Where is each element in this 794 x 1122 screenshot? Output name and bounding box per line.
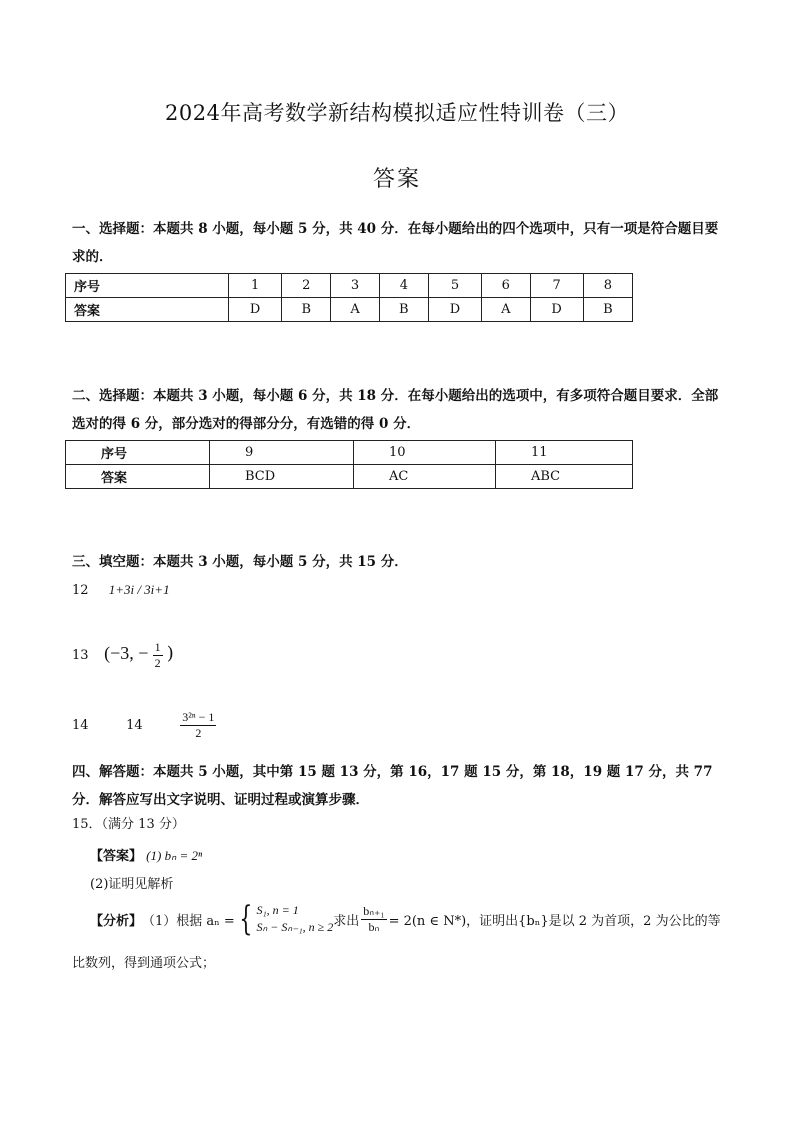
question-number: 2	[282, 274, 331, 298]
q14-frac-numerator: 3²ⁿ − 1	[182, 710, 215, 724]
row-label-answer: 答案	[66, 465, 210, 489]
q13-open: (−3, −	[104, 643, 149, 663]
analysis-tag: 【分析】	[90, 913, 143, 929]
answer-cell: BCD	[210, 465, 354, 489]
q13-fraction	[153, 640, 163, 671]
q15-answer-1: (1) bₙ = 2ⁿ	[146, 848, 203, 863]
question-number: 5	[428, 274, 481, 298]
answer-cell: A	[331, 298, 379, 322]
answer-tag: 【答案】	[90, 849, 143, 864]
answer-cell: B	[583, 298, 632, 322]
question-number: 8	[583, 274, 632, 298]
analysis-text-pre: （1）根据 aₙ =	[142, 913, 235, 929]
section4-heading: 四、解答题：本题共 5 小题，其中第 15 题 13 分，第 16，17 题 15 分，第 18，19 题 17 分，共 77 分．解答应写出文字说明、证明过程或演算步骤．	[72, 764, 713, 808]
q15-header: 15．（满分 13 分）	[72, 817, 185, 832]
piecewise-cases	[256, 902, 333, 936]
section3-heading: 三、填空题：本题共 3 小题，每小题 5 分，共 15 分．	[72, 554, 408, 570]
analysis-text-mid: 求出	[333, 913, 360, 929]
q15-analysis-line	[90, 899, 721, 939]
answer-cell: ABC	[496, 465, 633, 489]
analysis-text-eq: = 2(n ∈ N*)，证明出{bₙ}是以 2 为首项，2 为公比的等	[388, 913, 721, 929]
answer-cell: B	[282, 298, 331, 322]
q13-number: 13	[72, 648, 89, 663]
answer-cell: D	[530, 298, 583, 322]
section1-heading: 一、选择题：本题共 8 小题，每小题 5 分，共 40 分．在每小题给出的四个选项中，只有一项是符合题目要求的．	[72, 221, 719, 265]
question-number: 6	[482, 274, 530, 298]
row-label-number: 序号	[66, 274, 229, 298]
q12-number: 12	[72, 583, 89, 598]
question-number: 7	[530, 274, 583, 298]
question-number: 1	[229, 274, 282, 298]
answer-cell: D	[229, 298, 282, 322]
q14-fraction	[180, 710, 216, 741]
q15-answer-2: (2)证明见解析	[90, 877, 174, 892]
table-row	[66, 465, 633, 489]
row-label-answer: 答案	[66, 298, 229, 322]
q14-line	[72, 710, 216, 741]
answer-cell: AC	[354, 465, 496, 489]
table-row	[66, 274, 633, 298]
case-1: S₁, n = 1	[256, 903, 299, 917]
table-row	[66, 441, 633, 465]
question-number: 11	[496, 441, 633, 465]
q13-frac-numerator: 1	[154, 640, 161, 654]
q14-frac-denominator: 2	[195, 726, 202, 740]
document-title: 2024年高考数学新结构模拟适应性特训卷（三）	[165, 101, 629, 125]
q13-frac-denominator: 2	[154, 656, 161, 670]
question-number: 10	[354, 441, 496, 465]
row-label-number: 序号	[66, 441, 210, 465]
answer-cell: D	[428, 298, 481, 322]
q12-answer: 1+3i / 3i+1	[108, 582, 170, 597]
ratio-numerator: bₙ₊₁	[363, 903, 385, 918]
q13-close: )	[166, 643, 174, 664]
q14-answer-1: 14	[126, 718, 143, 733]
section2-heading: 二、选择题：本题共 3 小题，每小题 6 分，共 18 分．在每小题给出的选项中，有多项符合题目要求．全部选对的得 6 分，部分选对的得部分分，有选错的得 0 分．	[72, 388, 719, 432]
ratio-denominator: bₙ	[368, 919, 380, 934]
case-2: Sₙ − Sₙ₋₁, n ≥ 2	[256, 920, 334, 934]
brace-symbol: {	[239, 899, 253, 939]
section1-answer-table	[65, 273, 633, 322]
question-number: 9	[210, 441, 354, 465]
q12-line	[72, 582, 170, 598]
section2-answer-table	[65, 440, 633, 489]
document-subtitle: 答案	[372, 167, 421, 192]
q14-number: 14	[72, 718, 89, 733]
question-number: 4	[379, 274, 428, 298]
question-number: 3	[331, 274, 379, 298]
q15-analysis-continued: 比数列，得到通项公式；	[72, 956, 216, 971]
answer-cell: B	[379, 298, 428, 322]
q15-answer-line	[90, 845, 202, 864]
table-row	[66, 298, 633, 322]
ratio-fraction	[361, 904, 386, 935]
answer-cell: A	[482, 298, 530, 322]
q13-line	[72, 640, 174, 671]
